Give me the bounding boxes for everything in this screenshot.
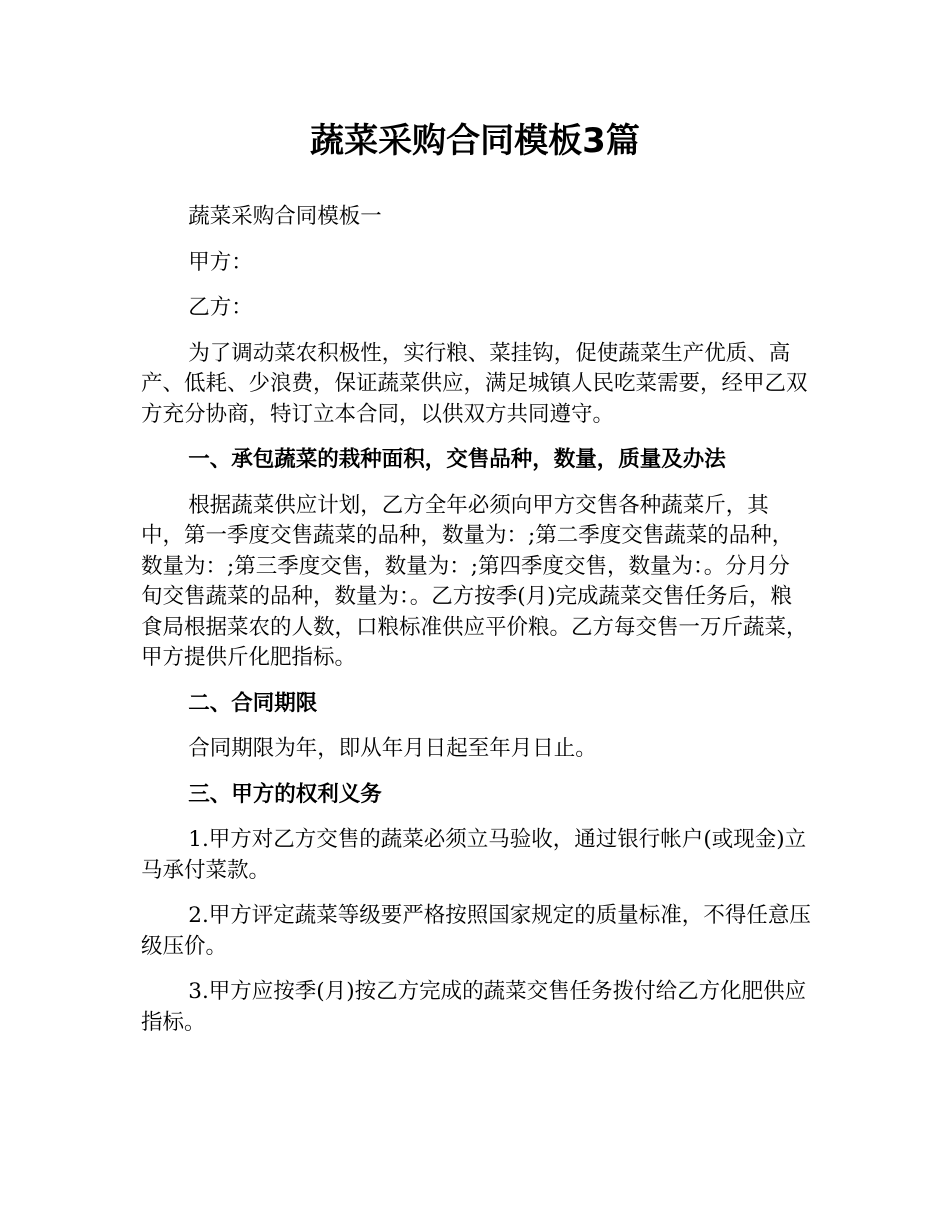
section-heading-1: 一、承包蔬菜的栽种面积，交售品种，数量，质量及办法 [188, 447, 726, 472]
party-b-line: 乙方： [188, 295, 253, 320]
section-heading-2: 二、合同期限 [188, 690, 318, 716]
party-a-line: 甲方： [188, 249, 253, 275]
document-body [141, 202, 811, 1053]
section-heading-3: 三、甲方的权利义务 [188, 781, 382, 807]
clause-paragraph-3: 3.甲方应按季(月)按乙方完成的蔬菜交售任务拨付给乙方化肥供应指标。 [141, 979, 807, 1035]
document-title: 蔬菜采购合同模板3篇 [310, 121, 640, 161]
preamble-paragraph: 为了调动菜农积极性，实行粮、菜挂钩，促使蔬菜生产优质、高产、低耗、少浪费，保证蔬菜供应，满足城镇人民吃菜需要，经甲乙双方充分协商，特订立本合同，以供双方共同遵守。 [141, 340, 808, 427]
section-2-paragraph: 合同期限为年，即从年月日起至年月日止。 [188, 736, 597, 761]
clause-paragraph-2: 2.甲方评定蔬菜等级要严格按照国家规定的质量标准，不得任意压级压价。 [141, 903, 811, 959]
clause-paragraph-1: 1.甲方对乙方交售的蔬菜必须立马验收，通过银行帐户(或现金)立马承付菜款。 [141, 827, 807, 883]
section-1-paragraph: 根据蔬菜供应计划，乙方全年必须向甲方交售各种蔬菜斤，其中，第一季度交售蔬菜的品种，数量为：;第二季度交售蔬菜的品种，数量为：;第三季度交售，数量为：;第四季度交售，数量为：。分月分旬交售蔬菜的品种，数量为：。乙方按季(月)完成蔬菜交售任务后，粮食局根据菜农的人数，口粮标准供应平价粮。乙方每交售一万斤蔬菜，甲方提供斤化肥指标。 [141, 492, 808, 670]
subtitle-paragraph: 蔬菜采购合同模板一 [188, 204, 382, 229]
